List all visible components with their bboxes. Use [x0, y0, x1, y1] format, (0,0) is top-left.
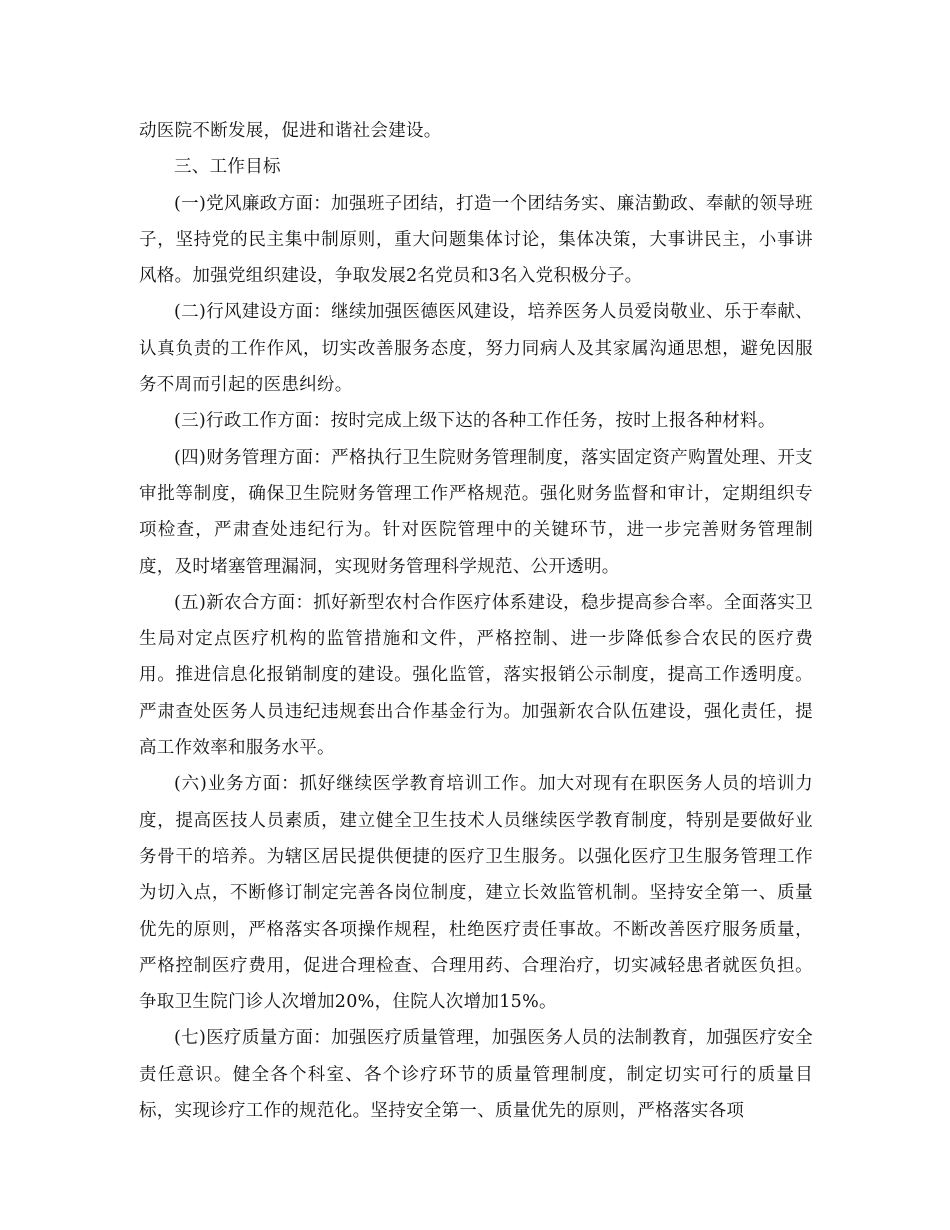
section-heading-work-goals: 三、工作目标 [174, 157, 281, 178]
paragraph-continuation: 动医院不断发展，促进和谐社会建设。 [139, 121, 442, 141]
paragraph-rural-cooperative-medical: (五)新农合方面：抓好新型农村合作医疗体系建设，稳步提高参合率。全面落实卫生局对定点医疗机构的监管措施和文件，严格控制、进一步降低参合农民的医疗费用。推进信息化报销制度的建设。强化监管，落实报销公示制度，提高工作透明度。严肃查处医务人员违纪违规套出合作基金行为。加强新农合队伍建设，强化责任，提高工作效率和服务水平。 [139, 592, 813, 759]
paragraph-medical-quality: (七)医疗质量方面：加强医疗质量管理，加强医务人员的法制教育，加强医疗安全责任意识。健全各个科室、各个诊疗环节的质量管理制度，制定切实可行的质量目标，实现诊疗工作的规范化。坚持安全第一、质量优先的原则，严格落实各项 [139, 1028, 813, 1122]
paragraph-conduct-building: (二)行风建设方面：继续加强医德医风建设，培养医务人员爱岗敬业、乐于奉献、认真负责的工作作风，切实改善服务态度，努力同病人及其家属沟通思想，避免因服务不周而引起的医患纠纷。 [139, 302, 813, 396]
paragraph-party-integrity: (一)党风廉政方面：加强班子团结，打造一个团结务实、廉洁勤政、奉献的领导班子，坚持党的民主集中制原则，重大问题集体讨论，集体决策，大事讲民主，小事讲风格。加强党组织建设，争取发展2名党员和3名入党积极分子。 [139, 193, 813, 287]
paragraph-administration: (三)行政工作方面：按时完成上级下达的各种工作任务，按时上报各种材料。 [174, 411, 776, 432]
paragraph-business: (六)业务方面：抓好继续医学教育培训工作。加大对现有在职医务人员的培训力度，提高医技人员素质，建立健全卫生技术人员继续医学教育制度，特别是要做好业务骨干的培养。为辖区居民提供便捷的医疗卫生服务。以强化医疗卫生服务管理工作为切入点，不断修订制定完善各岗位制度，建立长效监管机制。坚持安全第一、质量优先的原则，严格落实各项操作规程，杜绝医疗责任事故。不断改善医疗服务质量，严格控制医疗费用，促进合理检查、合理用药、合理治疗，切实减轻患者就医负担。争取卫生院门诊人次增加20%，住院人次增加15%。 [139, 774, 813, 1013]
paragraph-financial-management: (四)财务管理方面：严格执行卫生院财务管理制度，落实固定资产购置处理、开支审批等制度，确保卫生院财务管理工作严格规范。强化财务监督和审计，定期组织专项检查，严肃查处违纪行为。针对医院管理中的关键环节，进一步完善财务管理制度，及时堵塞管理漏洞，实现财务管理科学规范、公开透明。 [139, 447, 813, 577]
document-body [139, 113, 813, 1129]
